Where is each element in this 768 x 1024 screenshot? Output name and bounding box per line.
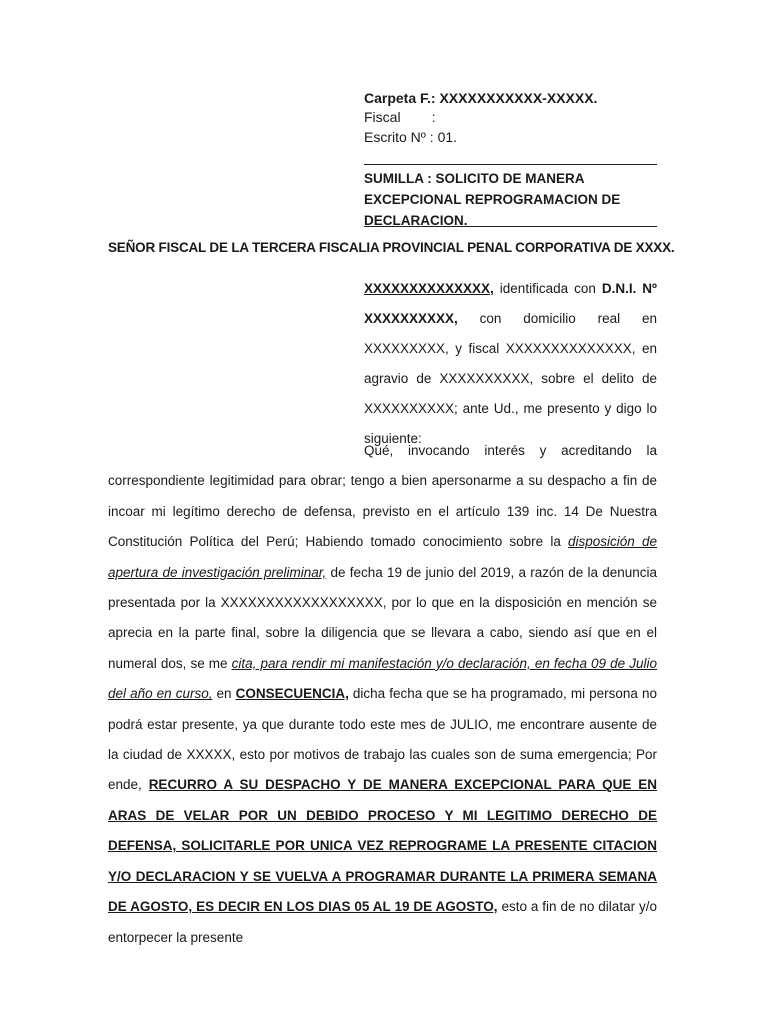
addressee-heading: SEÑOR FISCAL DE LA TERCERA FISCALIA PROVINCIAL PENAL CORPORATIVA DE XXXX. xyxy=(108,240,675,255)
consecuencia-word: CONSECUENCIA, xyxy=(235,686,349,702)
intro-text-2: con domicilio real en XXXXXXXXX, y fiscal XXXXXXXXXXXXXX, en agravio de XXXXXXXXXX, sobre el delito de XXXXXXXXXX; ante Ud., me presento y digo lo siguiente: xyxy=(364,311,657,446)
body-text-2: de fecha 19 de junio del 2019, a razón de la denuncia presentada por la XXXXXXXXXXXXXXXXXX, por lo que en la disposición en mención se aprecia en la parte final, sobre la diligencia que se llevara a cabo, siendo así que en el numeral dos, se me xyxy=(108,564,657,671)
bottom-rule xyxy=(364,226,657,227)
body-paragraph xyxy=(108,436,657,953)
disposition-reference: disposición de apertura de investigación preliminar, xyxy=(108,534,657,580)
citation-reference: cita, para rendir mi manifestación y/o declaración, en fecha 09 de Julio del año en curso, xyxy=(108,655,657,702)
dni-label: D.N.I. Nº XXXXXXXXXX, xyxy=(364,281,657,326)
petitioner-name: XXXXXXXXXXXXXX, xyxy=(364,281,494,296)
body-text-4: dicha fecha que se ha programado, mi persona no podrá estar presente, ya que durante todo este mes de JULIO, me encontrare ausente de la ciudad de XXXXX, esto por motivos de trabajo las cuales son de suma emergencia; Por ende, xyxy=(108,686,657,793)
sumilla: SUMILLA : SOLICITO DE MANERA EXCEPCIONAL REPROGRAMACION DE DECLARACION. xyxy=(364,171,621,228)
top-rule xyxy=(364,164,657,165)
body-text-3: en xyxy=(212,686,236,702)
intro-paragraph xyxy=(364,274,657,454)
fiscal-line: Fiscal : xyxy=(364,109,436,125)
request-statement: RECURRO A SU DESPACHO Y DE MANERA EXCEPCIONAL PARA QUE EN ARAS DE VELAR POR UN DEBIDO PROCESO Y MI LEGITIMO DERECHO DE DEFENSA, SOLICITARLE POR UNICA VEZ REPROGRAME LA PRESENTE CITACION Y/O DECLARACION Y SE VUELVA A PROGRAMAR DURANTE LA PRIMERA SEMANA DE AGOSTO, ES DECIR EN LOS DIAS 05 AL 19 DE AGOSTO, xyxy=(108,777,657,915)
body-text-5: esto a fin de no dilatar y/o entorpecer la presente xyxy=(108,899,657,945)
escrito-line: Escrito Nº : 01. xyxy=(364,129,458,145)
intro-text-1: identificada con xyxy=(493,281,602,296)
body-text-1: Qué, invocando interés y acreditando la correspondiente legitimidad para obrar; tengo a bien apersonarme a su despacho a fin de incoar mi legítimo derecho de defensa, previsto en el artículo 139 inc. 14 De Nuestra Constitución Política del Perú; Habiendo tomado conocimiento sobre la xyxy=(108,443,657,550)
carpeta-line: Carpeta F.: XXXXXXXXXXX-XXXXX. xyxy=(364,90,598,106)
